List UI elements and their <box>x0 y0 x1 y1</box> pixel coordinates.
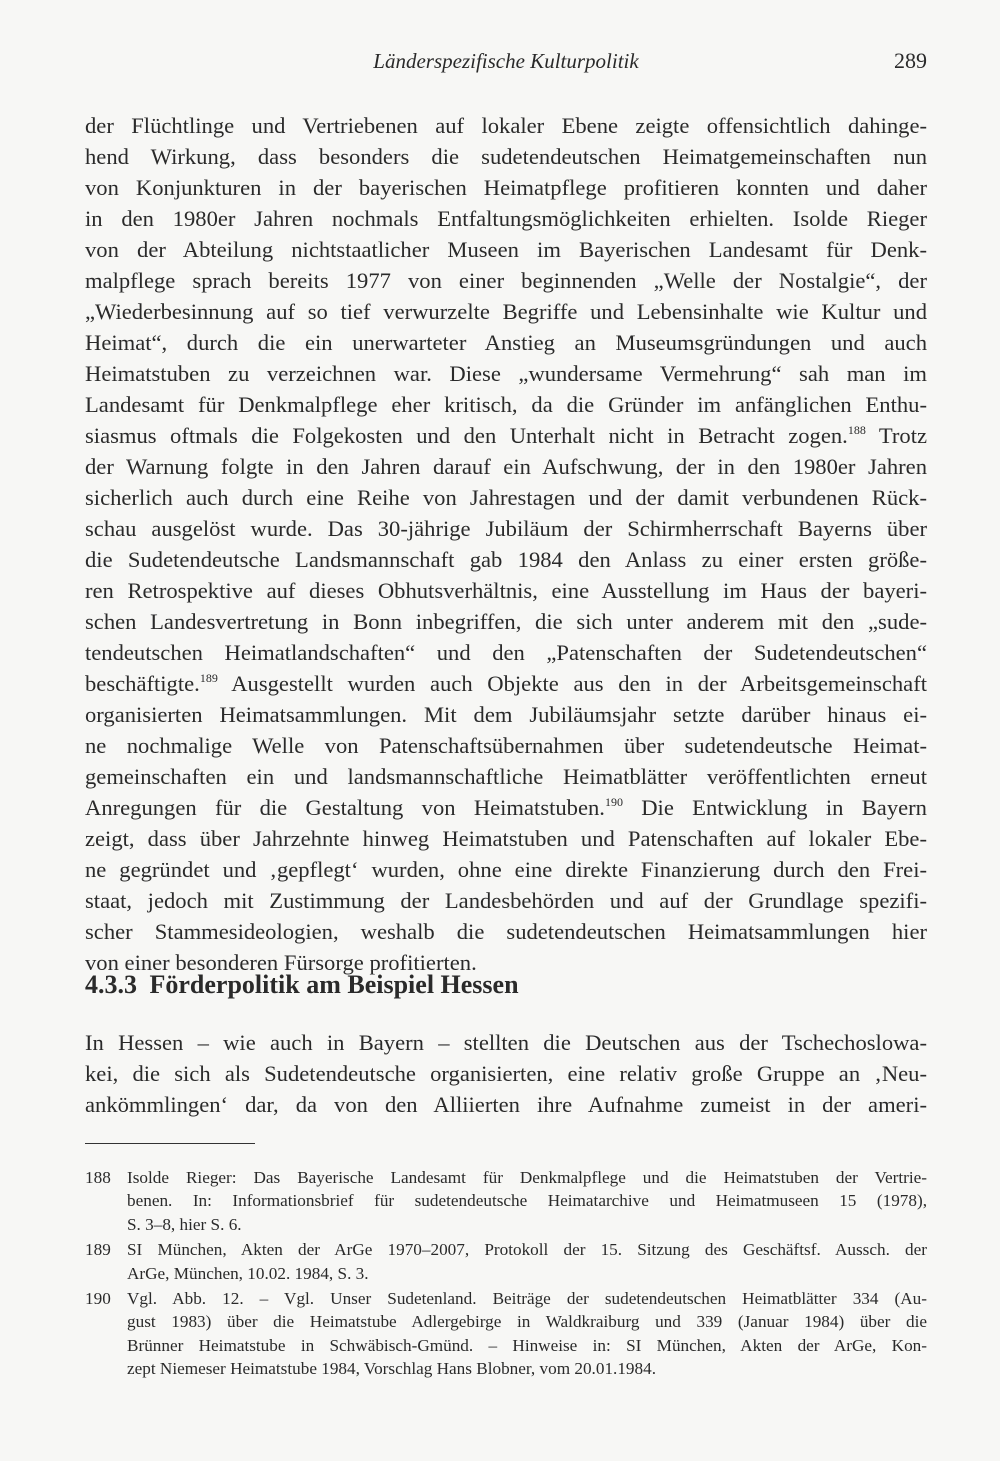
text-line <box>85 668 927 699</box>
running-title: Länderspezifische Kulturpolitik <box>373 49 639 73</box>
section-number: 4.3.3 <box>85 970 137 999</box>
footnotes <box>85 1166 927 1383</box>
section-paragraph <box>85 1027 927 1120</box>
footnote-ref-190[interactable]: 190 <box>604 795 623 809</box>
footnote-ref-189[interactable]: 189 <box>199 671 218 685</box>
text-line: sicherlich auch durch eine Reihe von Jahrestagen und der damit verbundenen Rück- <box>85 485 927 510</box>
text-line: in den 1980er Jahren nochmals Entfaltungsmöglichkeiten erhielten. Isolde Rieger <box>85 206 927 231</box>
footnote-line: SI München, Akten der ArGe 1970–2007, Protokoll der 15. Sitzung des Geschäftsf. Aussch. der <box>127 1240 927 1260</box>
text-line: Heimat“, durch die ein unerwarteter Anstieg an Museumsgründungen und auch <box>85 330 927 355</box>
footnote-line: Vgl. Abb. 12. – Vgl. Unser Sudetenland. Beiträge der sudetendeutschen Heimatblätter 334 (Au- <box>127 1289 927 1309</box>
text-segment: siasmus oftmals die Folgekosten und den Unterhalt nicht in Betracht zogen. <box>85 423 848 448</box>
text-line: ankömmlingen‘ dar, da von den Alliierten ihre Aufnahme zumeist in der ameri- <box>85 1092 927 1117</box>
footnote-190 <box>85 1287 927 1381</box>
footnote-line: ArGe, München, 10.02. 1984, S. 3. <box>127 1263 369 1283</box>
text-line: scher Stammesideologien, weshalb die sudetendeutschen Heimatsammlungen hier <box>85 919 927 944</box>
footnote-number: 190 <box>85 1289 111 1309</box>
text-line: ren Retrospektive auf dieses Obhutsverhältnis, eine Ausstellung im Haus der bayeri- <box>85 578 927 603</box>
text-line: zeigt, dass über Jahrzehnte hinweg Heimatstuben und Patenschaften auf lokaler Ebe- <box>85 826 927 851</box>
text-line: „Wiederbesinnung auf so tief verwurzelte Begriffe und Lebensinhalte wie Kultur und <box>85 299 927 324</box>
footnote-188 <box>85 1166 927 1236</box>
footnote-number: 188 <box>85 1168 111 1187</box>
text-segment: Die Entwicklung in Bayern <box>622 795 927 820</box>
text-line: ne nochmalige Welle von Patenschaftsübernahmen über sudetendeutsche Heimat- <box>85 733 927 758</box>
footnote-189 <box>85 1238 927 1285</box>
footnote-line: benen. In: Informationsbrief für sudetendeutsche Heimatarchive und Heimatmuseen 15 (1978), <box>127 1191 927 1211</box>
text-line: von der Abteilung nichtstaatlicher Museen im Bayerischen Landesamt für Denk- <box>85 237 927 262</box>
footnote-divider <box>85 1143 255 1144</box>
text-line: der Warnung folgte in den Jahren darauf ein Aufschwung, der in den 1980er Jahren <box>85 454 927 479</box>
text-line: Heimatstuben zu verzeichnen war. Diese „wundersame Vermehrung“ sah man im <box>85 361 927 386</box>
footnote-line: Brünner Heimatstube in Schwäbisch-Gmünd. – Hinweise in: SI München, Akten der ArGe, Kon- <box>127 1335 927 1355</box>
text-line: organisierten Heimatsammlungen. Mit dem Jubiläumsjahr setzte darüber hinaus ei- <box>85 702 927 727</box>
text-segment: Anregungen für die Gestaltung von Heimatstuben. <box>85 795 605 820</box>
text-line <box>85 792 927 823</box>
footnote-line: S. 3–8, hier S. 6. <box>127 1214 242 1234</box>
footnote-number: 189 <box>85 1240 111 1260</box>
text-segment: beschäftigte. <box>85 671 200 696</box>
text-line: Landesamt für Denkmalpflege eher kritisch, da die Gründer im anfänglichen Enthu- <box>85 392 927 417</box>
text-line: malpflege sprach bereits 1977 von einer beginnenden „Welle der Nostalgie“, der <box>85 268 927 293</box>
text-line: von einer besonderen Fürsorge profitierten. <box>85 950 477 975</box>
text-line: hend Wirkung, dass besonders die sudetendeutschen Heimatgemeinschaften nun <box>85 144 927 169</box>
text-line: schen Landesvertretung in Bonn inbegriffen, die sich unter anderem mit den „sude- <box>85 609 927 634</box>
body-paragraph <box>85 110 927 978</box>
text-line <box>85 420 927 451</box>
footnote-line: Isolde Rieger: Das Bayerische Landesamt für Denkmalpflege und die Heimatstuben der Vertrie- <box>127 1168 927 1187</box>
running-head <box>85 46 927 76</box>
text-line: von Konjunkturen in der bayerischen Heimatpflege profitieren konnten und daher <box>85 175 927 200</box>
text-line: der Flüchtlinge und Vertriebenen auf lokaler Ebene zeigte offensichtlich dahinge- <box>85 113 927 138</box>
text-segment: Ausgestellt wurden auch Objekte aus den in der Arbeitsgemeinschaft <box>217 671 927 696</box>
text-line: gemeinschaften ein und landsmannschaftliche Heimatblätter veröffentlichten erneut <box>85 764 927 789</box>
section-heading <box>85 968 519 1002</box>
section-title: Förderpolitik am Beispiel Hessen <box>149 970 519 999</box>
page-number: 289 <box>894 48 927 73</box>
text-line: staat, jedoch mit Zustimmung der Landesbehörden und auf der Grundlage spezifi- <box>85 888 927 913</box>
text-line: In Hessen – wie auch in Bayern – stellten die Deutschen aus der Tschechoslowa- <box>85 1030 927 1055</box>
footnote-ref-188[interactable]: 188 <box>847 423 866 437</box>
text-line: schau ausgelöst wurde. Das 30-jährige Jubiläum der Schirmherrschaft Bayerns über <box>85 516 927 541</box>
footnote-line: zept Niemeser Heimatstube 1984, Vorschlag Hans Blobner, vom 20.01.1984. <box>127 1359 657 1379</box>
text-line: tendeutschen Heimatlandschaften“ und den „Patenschaften der Sudetendeutschen“ <box>85 640 927 665</box>
text-line: kei, die sich als Sudetendeutsche organisierten, eine relativ große Gruppe an ‚Neu- <box>85 1061 927 1086</box>
text-line: die Sudetendeutsche Landsmannschaft gab 1984 den Anlass zu einer ersten größe- <box>85 547 927 572</box>
text-segment: Trotz <box>865 423 928 448</box>
footnote-line: gust 1983) über die Heimatstube Adlergebirge in Waldkraiburg und 339 (Januar 1984) über die <box>127 1312 927 1332</box>
text-line: ne gegründet und ‚gepflegt‘ wurden, ohne eine direkte Finanzierung durch den Frei- <box>85 857 927 882</box>
